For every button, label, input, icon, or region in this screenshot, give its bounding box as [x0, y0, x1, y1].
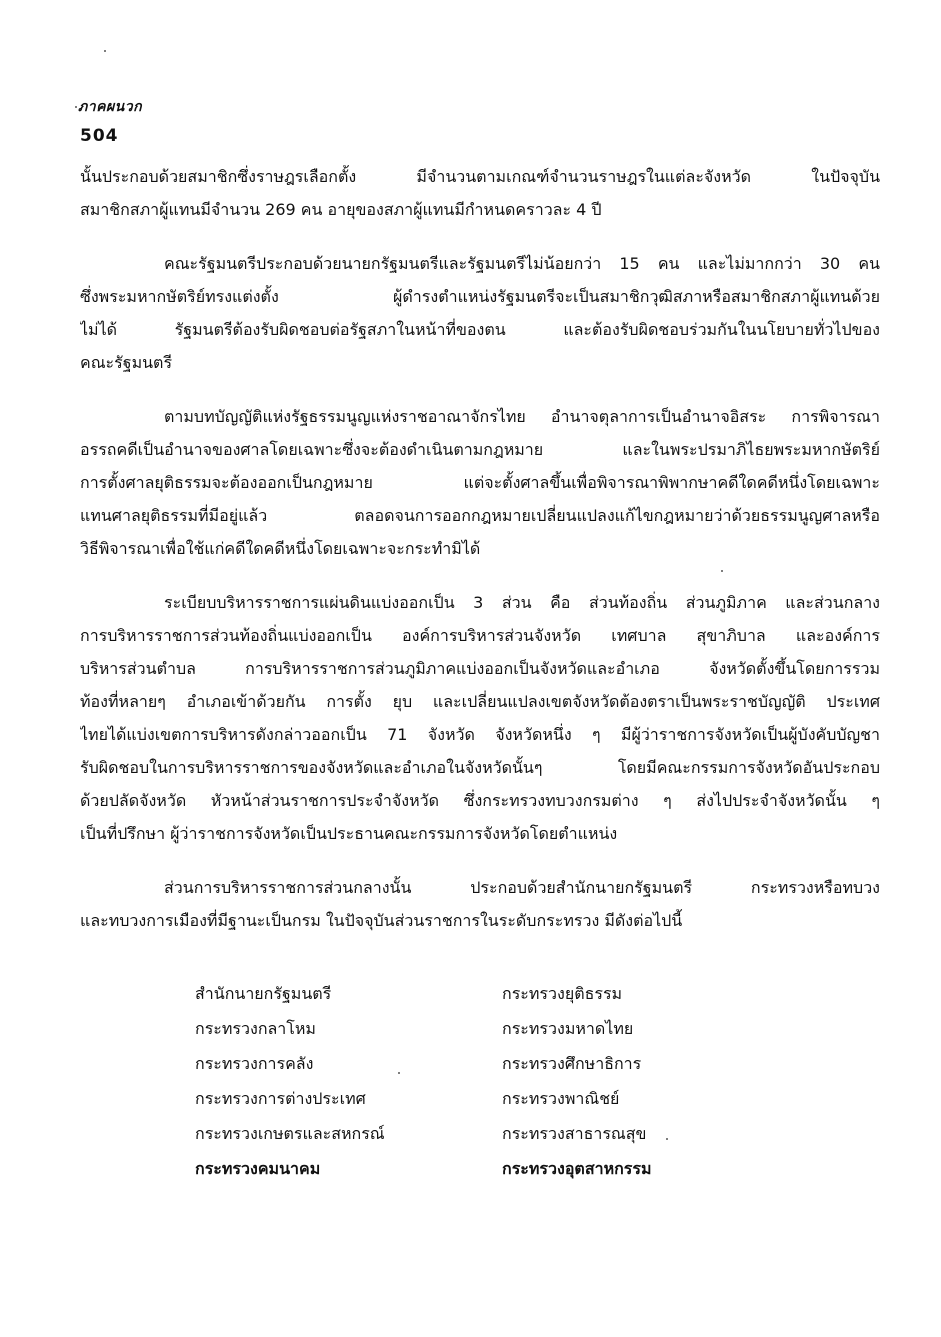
- text-line: คณะรัฐมนตรีประกอบด้วยนายกรัฐมนตรีและรัฐมนตรีไม่น้อยกว่า 15 คน และไม่มากกว่า 30 คน: [164, 254, 880, 273]
- ministry-item: กระทรวงการต่างประเทศ: [195, 1089, 366, 1108]
- paragraph-parliament: [80, 160, 880, 226]
- text-line: แทนศาลยุติธรรมที่มีอยู่แล้ว ตลอดจนการออกกฎหมายเปลี่ยนแปลงแก้ไขกฎหมายว่าด้วยธรรมนูญศาลหรือ: [80, 506, 880, 525]
- text-line: ท้องที่หลายๆ อำเภอเข้าด้วยกัน การตั้ง ยุบ และเปลี่ยนแปลงเขตจังหวัดต้องตราเป็นพระราชบัญญัติ ประเทศ: [80, 692, 880, 711]
- ministry-item: กระทรวงการคลัง: [195, 1054, 314, 1073]
- text-line: การตั้งศาลยุติธรรมจะต้องออกเป็นกฎหมาย แต่จะตั้งศาลขึ้นเพื่อพิจารณาพิพากษาคดีใดคดีหนึ่งโดยเฉพาะ: [80, 473, 880, 492]
- ministry-item: กระทรวงมหาดไทย: [502, 1019, 634, 1038]
- paragraph-judiciary: [80, 400, 880, 565]
- text-line: รับผิดชอบในการบริหารราชการของจังหวัดและอำเภอในจังหวัดนั้นๆ โดยมีคณะกรรมการจังหวัดอันประกอบ: [80, 758, 880, 777]
- scan-speck: [666, 1138, 668, 1140]
- scan-speck: [398, 1072, 400, 1074]
- text-line: คณะรัฐมนตรี: [80, 353, 173, 372]
- text-line: ตามบทบัญญัติแห่งรัฐธรรมนูญแห่งราชอาณาจักรไทย อำนาจตุลาการเป็นอำนาจอิสระ การพิจารณา: [164, 407, 880, 426]
- ministry-item: กระทรวงศึกษาธิการ: [502, 1054, 642, 1073]
- ministry-item: กระทรวงพาณิชย์: [502, 1089, 620, 1108]
- text-line: อรรถคดีเป็นอำนาจของศาลโดยเฉพาะซึ่งจะต้องดำเนินตามกฎหมาย และในพระปรมาภิไธยพระมหากษัตริย์: [80, 440, 880, 459]
- ministry-item: กระทรวงเกษตรและสหกรณ์: [195, 1124, 385, 1143]
- text-line: และทบวงการเมืองที่มีฐานะเป็นกรม ในปัจจุบันส่วนราชการในระดับกระทรวง มีดังต่อไปนี้: [80, 911, 683, 930]
- text-line: สมาชิกสภาผู้แทนมีจำนวน 269 คน อายุของสภาผู้แทนมีกำหนดคราวละ 4 ปี: [80, 200, 602, 219]
- paragraph-cabinet: [80, 247, 880, 379]
- text-line: ไทยได้แบ่งเขตการบริหารดังกล่าวออกเป็น 71 จังหวัด จังหวัดหนึ่ง ๆ มีผู้ว่าราชการจังหวัดเป็นผู้บังคับบัญชา: [80, 725, 880, 744]
- text-line: นั้นประกอบด้วยสมาชิกซึ่งราษฎรเลือกตั้ง มีจำนวนตามเกณฑ์จำนวนราษฎรในแต่ละจังหวัด ในปัจจุบัน: [80, 167, 880, 186]
- ministry-list: [195, 976, 755, 1186]
- text-line: เป็นที่ปรึกษา ผู้ว่าราชการจังหวัดเป็นประธานคณะกรรมการจังหวัดโดยตำแหน่ง: [80, 824, 618, 843]
- scan-speck: [75, 106, 77, 108]
- text-line: ด้วยปลัดจังหวัด หัวหน้าส่วนราชการประจำจังหวัด ซึ่งกระทรวงทบวงกรมต่าง ๆ ส่งไปประจำจังหวัดนั้น ๆ: [80, 791, 880, 810]
- page-number: 504: [80, 126, 119, 146]
- ministry-item: กระทรวงยุติธรรม: [502, 984, 623, 1003]
- paragraph-administration: [80, 586, 880, 850]
- ministry-item: กระทรวงกลาโหม: [195, 1019, 316, 1038]
- text-line: ระเบียบบริหารราชการแผ่นดินแบ่งออกเป็น 3 ส่วน คือ ส่วนท้องถิ่น ส่วนภูมิภาค และส่วนกลาง: [164, 593, 880, 612]
- text-line: ซึ่งพระมหากษัตริย์ทรงแต่งตั้ง ผู้ดำรงตำแหน่งรัฐมนตรีจะเป็นสมาชิกวุฒิสภาหรือสมาชิกสภาผู้แทนด้วย: [80, 287, 880, 306]
- ministry-item: สำนักนายกรัฐมนตรี: [195, 984, 332, 1003]
- ministry-item: กระทรวงคมนาคม: [195, 1159, 321, 1178]
- scan-speck: [721, 570, 723, 572]
- ministry-item: กระทรวงอุตสาหกรรม: [502, 1159, 652, 1178]
- text-line: บริหารส่วนตำบล การบริหารราชการส่วนภูมิภาคแบ่งออกเป็นจังหวัดและอำเภอ จังหวัดตั้งขึ้นโดยการรวม: [80, 659, 880, 678]
- text-line: การบริหารราชการส่วนท้องถิ่นแบ่งออกเป็น องค์การบริหารส่วนจังหวัด เทศบาล สุขาภิบาล และองค์การ: [80, 626, 880, 645]
- section-header: ภาคผนวก: [78, 99, 143, 115]
- paragraph-central-administration: [80, 871, 880, 937]
- text-line: ส่วนการบริหารราชการส่วนกลางนั้น ประกอบด้วยสำนักนายกรัฐมนตรี กระทรวงหรือทบวง: [164, 878, 880, 897]
- text-line: วิธีพิจารณาเพื่อใช้แก่คดีใดคดีหนึ่งโดยเฉพาะจะกระทำมิได้: [80, 539, 481, 558]
- scan-speck: [104, 50, 106, 52]
- ministry-item: กระทรวงสาธารณสุข: [502, 1124, 647, 1143]
- text-line: ไม่ได้ รัฐมนตรีต้องรับผิดชอบต่อรัฐสภาในหน้าที่ของตน และต้องรับผิดชอบร่วมกันในนโยบายทั่วไปของ: [80, 320, 880, 339]
- body-text: [80, 160, 880, 958]
